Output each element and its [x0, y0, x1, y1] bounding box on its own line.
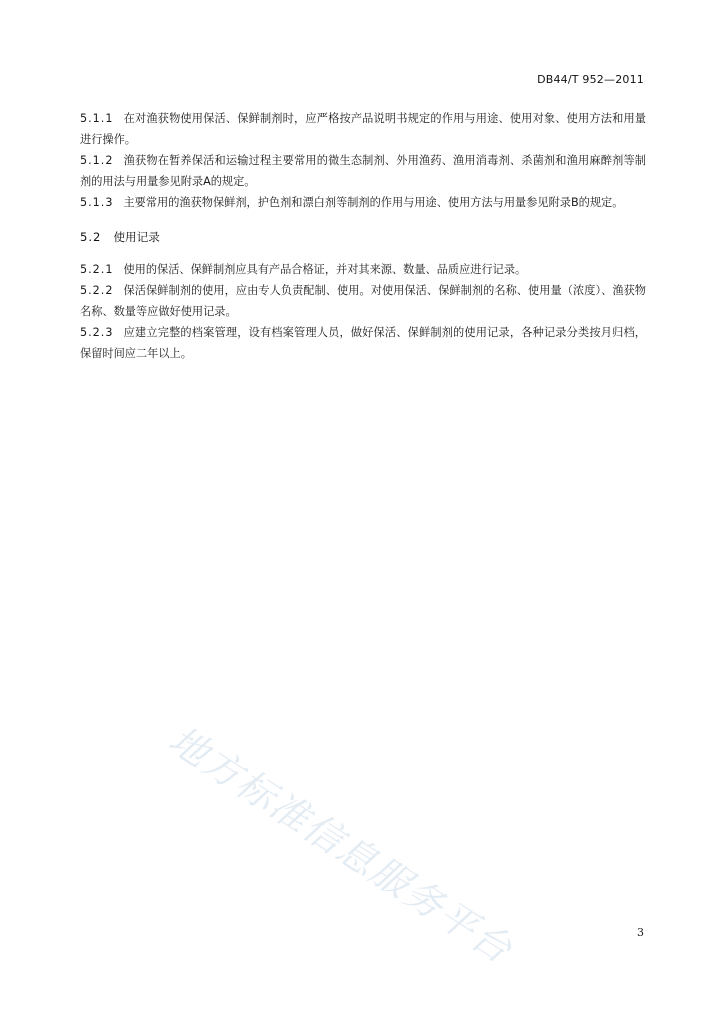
- clause-number: 5.1.2: [80, 154, 114, 167]
- clause-number: 5.2.2: [80, 284, 114, 297]
- document-code: DB44/T 952—2011: [537, 73, 644, 86]
- clause-number: 5.1.1: [80, 112, 114, 125]
- clause-5-2-2: [80, 280, 646, 322]
- clause-5-2-1: [80, 259, 646, 280]
- clause-text: 渔获物在暂养保活和运输过程主要常用的微生态制剂、外用渔药、渔用消毒剂、杀菌剂和渔用麻醉剂等制剂的用法与用量参见附录A的规定。: [80, 154, 646, 188]
- clause-5-1-3: [80, 192, 646, 213]
- clause-text: 在对渔获物使用保活、保鲜制剂时，应严格按产品说明书规定的作用与用途、使用对象、使用方法和用量进行操作。: [80, 112, 646, 146]
- section-title: 使用记录: [113, 230, 160, 244]
- clause-text: 应建立完整的档案管理，设有档案管理人员，做好保活、保鲜制剂的使用记录，各种记录分类按月归档，保留时间应二年以上。: [80, 326, 646, 360]
- document-body: [80, 108, 646, 364]
- clause-5-1-1: [80, 108, 646, 150]
- section-heading-5-2: [80, 227, 646, 248]
- clause-text: 保活保鲜制剂的使用，应由专人负责配制、使用。对使用保活、保鲜制剂的名称、使用量（浓度）、渔获物名称、数量等应做好使用记录。: [80, 284, 646, 318]
- section-number: 5.2: [80, 230, 102, 244]
- clause-text: 主要常用的渔获物保鲜剂，护色剂和漂白剂等制剂的作用与用途、使用方法与用量参见附录B的规定。: [123, 196, 624, 209]
- clause-text: 使用的保活、保鲜制剂应具有产品合格证，并对其来源、数量、品质应进行记录。: [123, 263, 527, 276]
- clause-number: 5.1.3: [80, 196, 114, 209]
- clause-5-2-3: [80, 322, 646, 364]
- clause-number: 5.2.1: [80, 263, 114, 276]
- clause-number: 5.2.3: [80, 326, 114, 339]
- page-number: 3: [637, 926, 644, 939]
- clause-5-1-2: [80, 150, 646, 192]
- watermark-text: 地方标准信息服务平台: [161, 717, 521, 973]
